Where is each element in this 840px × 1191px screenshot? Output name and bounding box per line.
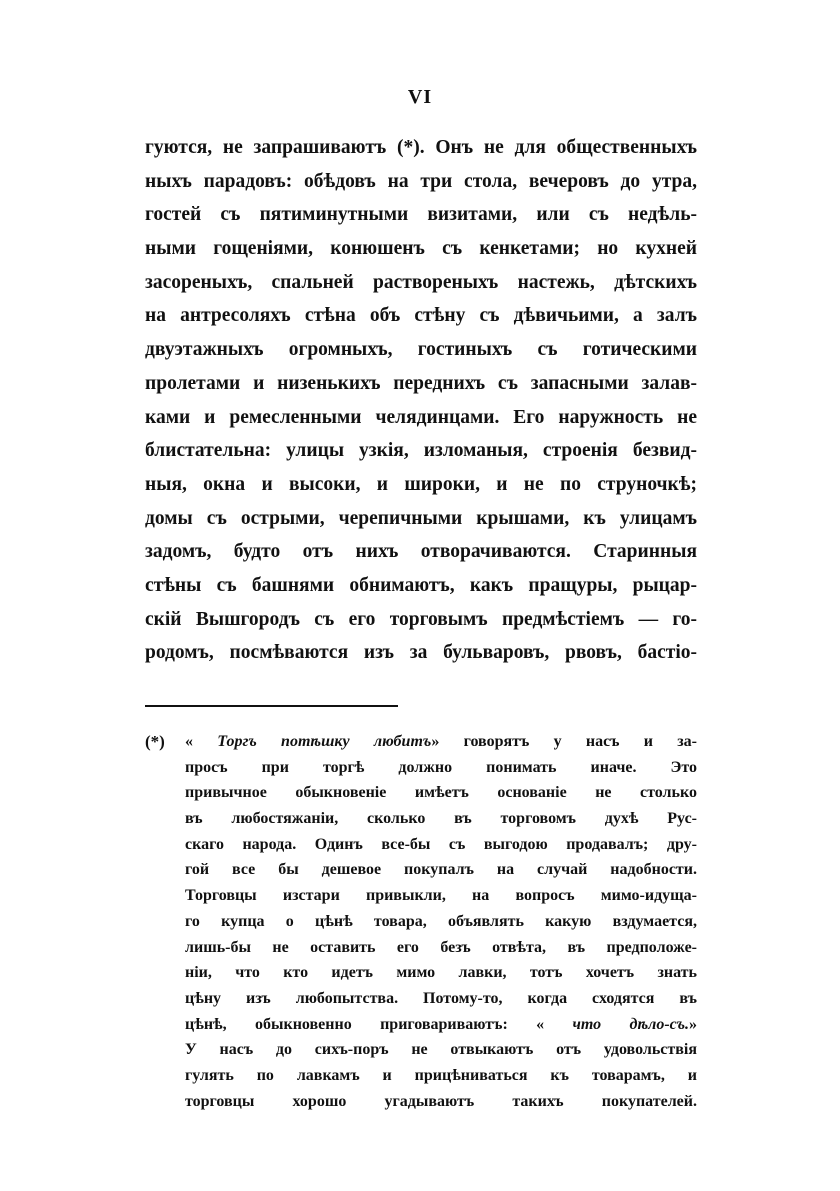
footnote-line: въ любостяжаніи, сколько въ торговомъ духѣ Рус- [185, 810, 697, 828]
text-line: пролетами и низенькихъ переднихъ съ запасными залав- [145, 372, 697, 394]
footnote-line: Торговцы изстари привыкли, на вопросъ мимо-идуща- [185, 887, 697, 905]
text-line: блистательна: улицы узкія, изломаныя, строенія безвид- [145, 440, 697, 462]
footnote-line: привычное обыкновеніе имѣетъ основаніе не столько [185, 784, 697, 802]
footnote-line: ніи, что кто идетъ мимо лавки, тотъ хочетъ знать [185, 964, 697, 982]
footnote-marker: (*) [145, 732, 165, 751]
footnote-line-start: цѣнѣ, обыкновенно приговариваютъ: [185, 1015, 508, 1033]
footnote-line: торговцы хорошо угадываютъ такихъ покупателей. [185, 1092, 697, 1110]
footnote-line: гой все бы дешевое покупалъ на случай надобности. [185, 861, 697, 879]
page-number: VI [407, 86, 433, 108]
text-line: ныхъ парадовъ: обѣдовъ на три стола, вечеровъ до утра, [145, 170, 697, 192]
footnote-line: цѣну изъ любопытства. Потому-то, когда сходятся въ [185, 989, 697, 1007]
footnote-line [185, 1012, 697, 1038]
footnote-line: гулять по лавкамъ и прицѣниваться къ товарамъ, и [185, 1066, 697, 1084]
text-line: на антресоляхъ стѣна объ стѣну съ дѣвичьими, а залъ [145, 305, 697, 327]
footnote-separator-rule [145, 705, 398, 707]
text-line: двуэтажныхъ огромныхъ, гостиныхъ съ готическими [145, 339, 697, 361]
quote-open: « [185, 733, 193, 750]
phrase-quote: что дѣло-съ. [572, 1015, 689, 1033]
footnote-line: У насъ до сихъ-поръ не отвыкаютъ отъ удовольствія [185, 1041, 697, 1059]
text-line: ными гощеніями, конюшенъ съ кенкетами; но кухней [145, 238, 697, 260]
text-line: скій Вышгородъ съ его торговымъ предмѣстіемъ — го- [145, 608, 697, 630]
quote-close: » [689, 1015, 697, 1033]
text-line: домы съ острыми, черепичными крышами, къ улицамъ [145, 507, 697, 529]
proverb-quote: Торгъ потѣшку любитъ [217, 733, 432, 750]
text-line: гуются, не запрашиваютъ (*). Онъ не для общественныхъ [145, 137, 697, 158]
footnote-line: го купца о цѣнѣ товара, объявлять какую вздумается, [185, 912, 697, 930]
footnote-line-rest: говорятъ у насъ и за- [463, 733, 697, 750]
main-text [145, 131, 697, 670]
text-line: ныя, окна и высоки, и широки, и не по струночкѣ; [145, 473, 697, 495]
text-line: засореныхъ, спальней раствореныхъ настежь, дѣтскихъ [145, 271, 697, 293]
text-line: ками и ремесленными челядинцами. Его наружность не [145, 406, 697, 428]
footnote-line: просъ при торгѣ должно понимать иначе. Это [185, 758, 697, 776]
text-line: задомъ, будто отъ нихъ отворачиваются. Старинныя [145, 541, 697, 563]
quote-open: « [536, 1015, 545, 1033]
footnote-text [185, 729, 697, 1114]
quote-close: » [431, 733, 440, 750]
footnote-line [185, 729, 697, 755]
footnote-line: скаго народа. Одинъ все-бы съ выгодою продавалъ; дру- [185, 835, 697, 853]
text-line: родомъ, посмѣваются изъ за бульваровъ, рвовъ, бастіо- [145, 642, 697, 664]
text-line: гостей съ пятиминутными визитами, или съ недѣль- [145, 204, 697, 226]
footnote-line: лишь-бы не оставить его безъ отвѣта, въ предположе- [185, 938, 697, 956]
text-line: стѣны съ башнями обнимаютъ, какъ пращуры, рыцар- [145, 574, 697, 596]
